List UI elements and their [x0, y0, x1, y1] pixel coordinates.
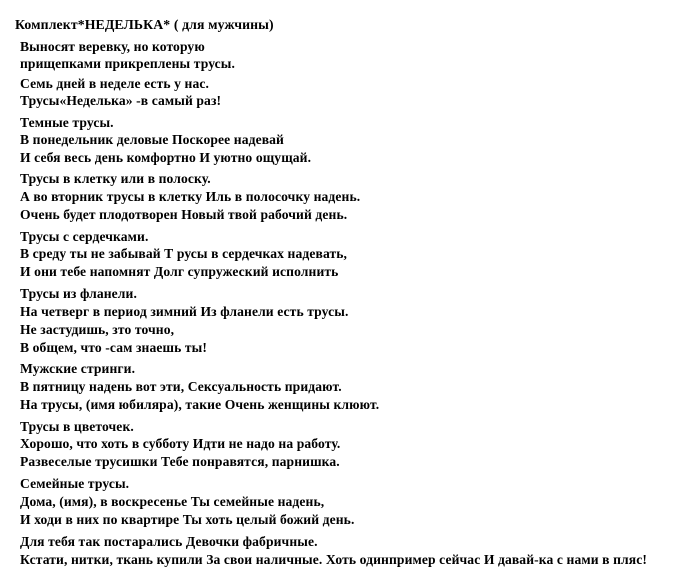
- stanza-line: В общем, что -сам знаешь ты!: [20, 340, 207, 355]
- stanza-heading-sunday: Семейные трусы.: [20, 476, 130, 491]
- stanza-line: Развеселые трусишки Тебе понравятся, парнишка.: [20, 454, 340, 469]
- stanza-line: И они тебе напомнят Долг супружеский исполнить: [20, 264, 339, 279]
- stanza-heading-thursday: Трусы из фланели.: [20, 286, 137, 301]
- stanza-line: А во вторник трусы в клетку Иль в полосочку надень.: [20, 189, 361, 204]
- stanza-heading-friday: Мужские стринги.: [20, 361, 136, 376]
- stanza-line: Дома, (имя), в воскресенье Ты семейные надень,: [20, 494, 325, 509]
- stanza-heading-saturday: Трусы в цветочек.: [20, 419, 134, 434]
- document-title: Комплект*НЕДЕЛЬКА* ( для мужчины): [15, 17, 274, 32]
- stanza-line: Очень будет плодотворен Новый твой рабочий день.: [20, 207, 348, 222]
- stanza-line: Хорошо, что хоть в субботу Идти не надо на работу.: [20, 436, 341, 451]
- stanza-line: В среду ты не забывай Т русы в сердечках надевать,: [20, 246, 348, 261]
- stanza-line: И ходи в них по квартире Ты хоть целый божий день.: [20, 512, 355, 527]
- lead-line-1: Семь дней в неделе есть у нас.: [20, 76, 209, 91]
- stanza-heading-wednesday: Трусы с сердечками.: [20, 229, 149, 244]
- stanza-line: В понедельник деловые Поскорее надевай: [20, 132, 284, 147]
- intro-line-2: прищепками прикреплены трусы.: [20, 56, 236, 71]
- stanza-line: На четверг в период зимний Из фланели есть трусы.: [20, 304, 349, 319]
- stanza-line: На трусы, (имя юбиляра), такие Очень женщины клюют.: [20, 397, 380, 412]
- outro-line-2: Кстати, нитки, ткань купили За свои наличные. Хоть одинпример сейчас И давай-ка с нами в пляс!: [20, 552, 647, 567]
- outro-line-1: Для тебя так постарались Девочки фабричные.: [20, 534, 318, 549]
- stanza-line: В пятницу надень вот эти, Сексуальность придают.: [20, 379, 342, 394]
- intro-line-1: Выносят веревку, но которую: [20, 39, 205, 54]
- stanza-heading-monday: Темные трусы.: [20, 115, 114, 130]
- stanza-heading-tuesday: Трусы в клетку или в полоску.: [20, 171, 211, 186]
- lead-line-2: Трусы«Неделька» -в самый раз!: [20, 93, 222, 108]
- stanza-line: И себя весь день комфортно И уютно ощущай.: [20, 150, 312, 165]
- stanza-line: Не застудишь, зто точно,: [20, 322, 175, 337]
